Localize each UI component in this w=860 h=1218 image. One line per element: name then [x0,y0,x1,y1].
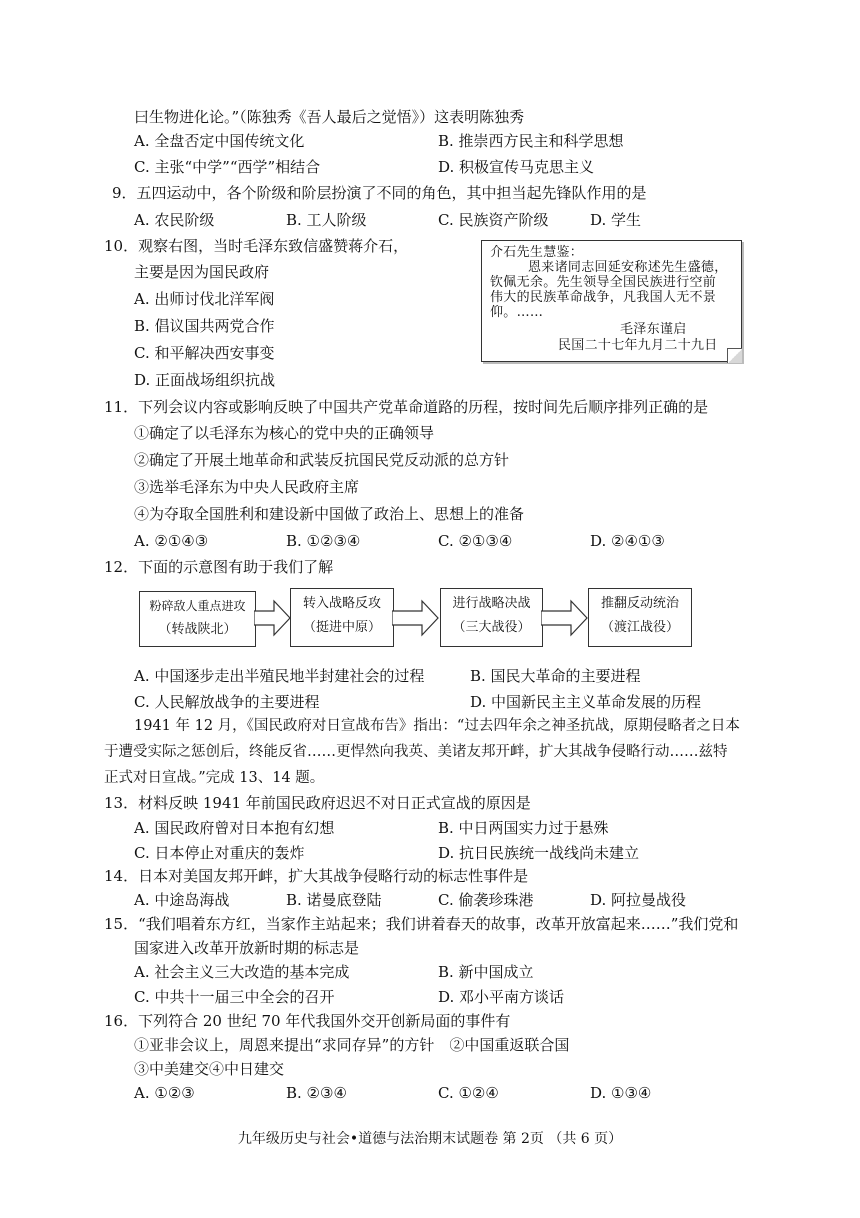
q11-option-b: B. ①②③④ [286,532,361,550]
q15-option-b: B. 新中国成立 [438,963,534,981]
q8-option-b: B. 推崇西方民主和科学思想 [438,132,624,150]
flow-step-1 [139,591,256,647]
q14-option-a: A. 中途岛海战 [134,891,230,909]
q10-option-c: C. 和平解决西安事变 [134,344,275,362]
q14-option-d: D. 阿拉曼战役 [590,891,687,909]
q10-option-d: D. 正面战场组织抗战 [134,371,276,389]
q9-option-a: A. 农民阶级 [134,211,215,229]
q8-option-d: D. 积极宣传马克思主义 [438,158,595,176]
q16-item-2: ③中美建交④中日建交 [134,1060,285,1078]
flow-step-4 [588,588,692,647]
letter-line-4: 仰。…… [490,305,544,320]
flow-step-4-title: 推翻反动统治 [600,596,679,611]
letter-line-3: 伟大的民族革命战争，凡我国人无不景 [490,290,717,305]
flow-arrow-1-icon [254,598,292,638]
letter-line-2: 钦佩无余。先生领导全国民族进行空前 [490,275,717,290]
letter-page-curl [727,348,742,363]
q14-stem: 14．日本对美国友邦开衅，扩大其战争侵略行动的标志性事件是 [104,867,529,885]
q11-stem: 11．下列会议内容或影响反映了中国共产党革命道路的历程，按时间先后顺序排列正确的是 [104,398,709,416]
q8-option-c: C. 主张“中学”“西学”相结合 [134,158,321,176]
flow-step-3 [440,588,543,647]
q11-item-1: ①确定了以毛泽东为核心的党中央的正确领导 [134,424,435,442]
q12-stem: 12．下面的示意图有助于我们了解 [104,558,334,576]
q9-stem: 9．五四运动中，各个阶级和阶层扮演了不同的角色，其中担当起先锋队作用的是 [112,184,647,202]
q16-option-c: C. ①②④ [438,1084,499,1102]
q13-option-d: D. 抗日民族统一战线尚未建立 [438,844,640,862]
q16-item-1: ①亚非会议上，周恩来提出“求同存异”的方针 ②中国重返联合国 [134,1036,570,1054]
q13-option-a: A. 国民政府曾对日本抱有幻想 [134,819,335,837]
q15-option-d: D. 邓小平南方谈话 [438,988,565,1006]
q12-option-d: D. 中国新民主主义革命发展的历程 [470,693,702,711]
q16-stem: 16．下列符合 20 世纪 70 年代我国外交开创新局面的事件有 [104,1012,511,1030]
q12-option-c: C. 人民解放战争的主要进程 [134,693,320,711]
flow-step-3-sub: （三大战役） [452,620,531,635]
letter-figure [481,240,742,362]
q12-option-b: B. 国民大革命的主要进程 [470,667,641,685]
letter-line-1: 恩来诸同志回延安称述先生盛德， [528,260,728,275]
q11-option-d: D. ②④①③ [590,532,665,550]
q15-stem-2: 国家进入改革开放新时期的标志是 [134,939,360,957]
flow-arrow-2-icon [392,598,440,638]
q9-option-c: C. 民族资产阶级 [438,211,549,229]
q9-option-d: D. 学生 [590,211,642,229]
q10-option-a: A. 出师讨伐北洋军阀 [134,290,275,308]
flow-step-1-sub: （转战陕北） [158,622,237,637]
q16-option-d: D. ①③④ [590,1084,652,1102]
q12-option-a: A. 中国逐步走出半殖民地半封建社会的过程 [134,667,425,685]
flow-step-2-title: 转入战略反攻 [302,596,381,611]
q10-option-b: B. 倡议国共两党合作 [134,317,275,335]
q11-item-3: ③选举毛泽东为中央人民政府主席 [134,478,360,496]
q16-option-a: A. ①②③ [134,1084,195,1102]
letter-date: 民国二十七年九月二十九日 [558,338,718,353]
page-footer: 九年级历史与社会•道德与法治期末试题卷 第 2页 （共 6 页） [237,1131,623,1147]
flow-step-2-sub: （挺进中原） [302,620,381,635]
q13-stem: 13．材料反映 1941 年前国民政府迟迟不对日正式宣战的原因是 [104,794,531,812]
flow-step-1-title: 粉碎敌人重点进攻 [149,599,246,613]
q14-option-b: B. 诺曼底登陆 [286,891,382,909]
letter-signature: 毛泽东谨启 [620,322,687,337]
flow-step-4-sub: （渡江战役） [600,620,679,635]
q8-stem: 曰生物进化论。”（陈独秀《吾人最后之觉悟》）这表明陈独秀 [134,108,525,126]
q15-stem-1: 15．“我们唱着东方红，当家作主站起来；我们讲着春天的故事，改革开放富起来……”我们党和 [104,915,739,933]
q11-option-c: C. ②①③④ [438,532,513,550]
q8-option-a: A. 全盘否定中国传统文化 [134,132,305,150]
q15-option-c: C. 中共十一届三中全会的召开 [134,988,335,1006]
q9-option-b: B. 工人阶级 [286,211,367,229]
q10-stem-2: 主要是因为国民政府 [134,263,270,281]
flow-arrow-3-icon [541,598,589,638]
q13-option-b: B. 中日两国实力过于悬殊 [438,819,609,837]
q11-item-2: ②确定了开展土地革命和武装反抗国民党反动派的总方针 [134,451,510,469]
q16-option-b: B. ②③④ [286,1084,347,1102]
q13-option-c: C. 日本停止对重庆的轰炸 [134,844,305,862]
flow-step-3-title: 进行战略决战 [452,596,531,611]
q11-option-a: A. ②①④③ [134,532,209,550]
q10-stem-1: 10．观察右图，当时毛泽东致信盛赞蒋介石， [104,237,409,255]
q14-option-c: C. 偷袭珍珠港 [438,891,534,909]
q11-item-4: ④为夺取全国胜利和建设新中国做了政治上、思想上的准备 [134,505,525,523]
material-line-3: 正式对日宣战。”完成 13、14 题。 [104,770,325,786]
flow-step-2 [290,588,394,647]
material-line-1: 1941 年 12 月，《国民政府对日宣战布告》指出：“过去四年余之神圣抗战，原期侵略者之日本 [134,718,740,734]
letter-salutation: 介石先生慧鉴： [490,245,584,260]
material-line-2: 于遭受实际之惩创后，终能反省……更悍然向我英、美诸友邦开衅，扩大其战争侵略行动……兹特 [104,744,728,760]
q15-option-a: A. 社会主义三大改造的基本完成 [134,963,350,981]
